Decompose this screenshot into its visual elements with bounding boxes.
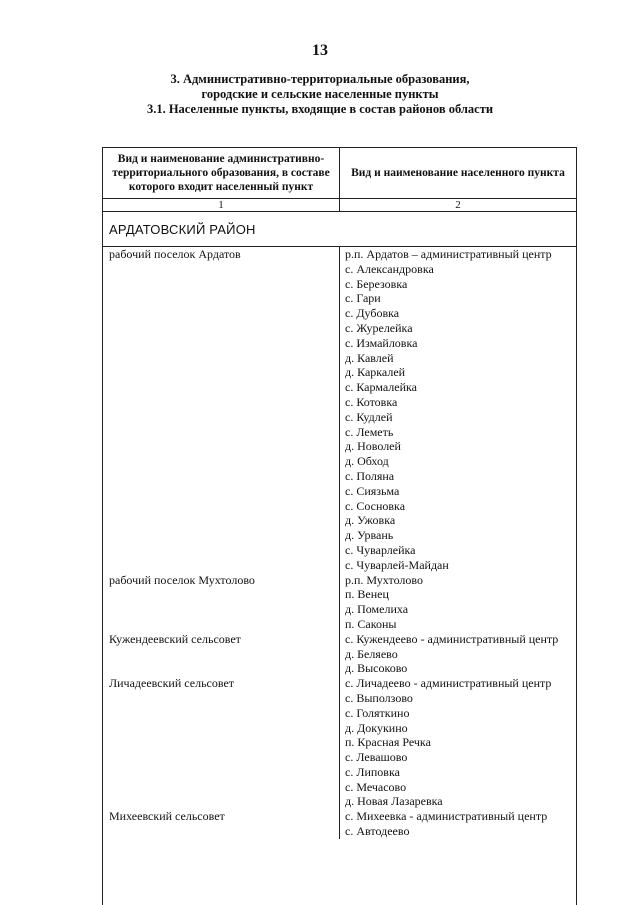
settlement-item: с. Автодеево	[345, 824, 410, 839]
settlement-item: д. Кавлей	[345, 350, 394, 365]
settlement-item: п. Красная Речка	[345, 735, 431, 750]
settlement-item: с. Левашово	[345, 750, 408, 765]
column-header-settlement: Вид и наименование населенного пункта	[351, 167, 565, 179]
section-heading	[0, 72, 640, 117]
table-header-row	[103, 148, 576, 199]
column-number-2: 2	[455, 199, 461, 211]
settlement-item: п. Венец	[345, 587, 389, 602]
heading-line-2: городские и сельские населенные пункты	[201, 87, 439, 101]
table-body	[103, 247, 576, 839]
settlement-item: р.п. Мухтолово	[345, 572, 423, 587]
settlements-table	[102, 147, 577, 905]
heading-line-3: 3.1. Населенные пункты, входящие в состав районов области	[146, 102, 494, 116]
territorial-unit-name: Михеевский сельсовет	[109, 809, 225, 824]
settlement-item: р.п. Ардатов – административный центр	[345, 247, 552, 261]
settlement-item: д. Обход	[345, 454, 389, 469]
column-number-1: 1	[103, 199, 340, 211]
territorial-unit-name: рабочий поселок Мухтолово	[109, 572, 255, 587]
settlement-list	[340, 573, 576, 632]
settlement-item: п. Саконы	[345, 616, 397, 631]
settlement-item: с. Котовка	[345, 394, 398, 409]
settlement-item: с. Журелейка	[345, 320, 413, 335]
settlement-item: с. Чуварлейка	[345, 542, 416, 557]
settlement-item: д. Новая Лазаревка	[345, 794, 443, 809]
settlement-item: с. Сосновка	[345, 498, 406, 513]
settlement-item: с. Кужендеево - административный центр	[345, 631, 559, 646]
settlement-list	[340, 809, 576, 839]
settlement-item: д. Высоково	[345, 661, 408, 676]
settlement-item: с. Михеевка - административный центр	[345, 809, 548, 824]
settlement-item: с. Чуварлей-Майдан	[345, 557, 449, 572]
settlement-item: с. Леметь	[345, 424, 394, 439]
settlement-item: с. Сиязьма	[345, 483, 400, 498]
settlement-item: д. Беляево	[345, 646, 398, 661]
settlement-item: с. Выползово	[345, 690, 413, 705]
settlement-item: с. Кудлей	[345, 409, 393, 424]
settlement-item: с. Измайловка	[345, 335, 418, 350]
column-divider	[339, 247, 340, 839]
territorial-unit-name: Личадеевский сельсовет	[109, 676, 235, 691]
settlement-item: д. Новолей	[345, 439, 401, 454]
settlement-item: с. Поляна	[345, 468, 395, 483]
district-row: АРДАТОВСКИЙ РАЙОН	[103, 212, 576, 247]
settlement-item: с. Голяткино	[345, 705, 410, 720]
settlement-item: д. Ужовка	[345, 513, 396, 528]
settlement-item: с. Мечасово	[345, 779, 407, 794]
settlement-item: д. Каркалей	[345, 365, 406, 380]
settlement-item: д. Помелиха	[345, 602, 409, 617]
territorial-unit-name: рабочий поселок Ардатов	[109, 247, 241, 261]
settlement-list	[340, 632, 576, 676]
settlement-item: д. Урвань	[345, 528, 394, 543]
settlement-list	[340, 676, 576, 809]
heading-line-1: 3. Административно-территориальные образования,	[170, 72, 470, 86]
column-number-row	[103, 199, 576, 212]
territorial-unit-name: Кужендеевский сельсовет	[109, 631, 241, 646]
settlement-item: с. Березовка	[345, 276, 408, 291]
settlement-item: с. Дубовка	[345, 306, 400, 321]
settlement-item: д. Докукино	[345, 720, 408, 735]
settlement-item: с. Липовка	[345, 764, 400, 779]
settlement-item: с. Кармалейка	[345, 380, 417, 395]
column-header-territorial-unit: Вид и наименование административно-территориального образования, в составе которого входит населенный пункт	[103, 148, 340, 198]
page-number: 13	[312, 42, 328, 59]
settlement-item: с. Гари	[345, 291, 381, 306]
settlement-item: с. Александровка	[345, 261, 434, 276]
settlement-list	[340, 247, 576, 573]
settlement-item: с. Личадеево - административный центр	[345, 676, 552, 691]
